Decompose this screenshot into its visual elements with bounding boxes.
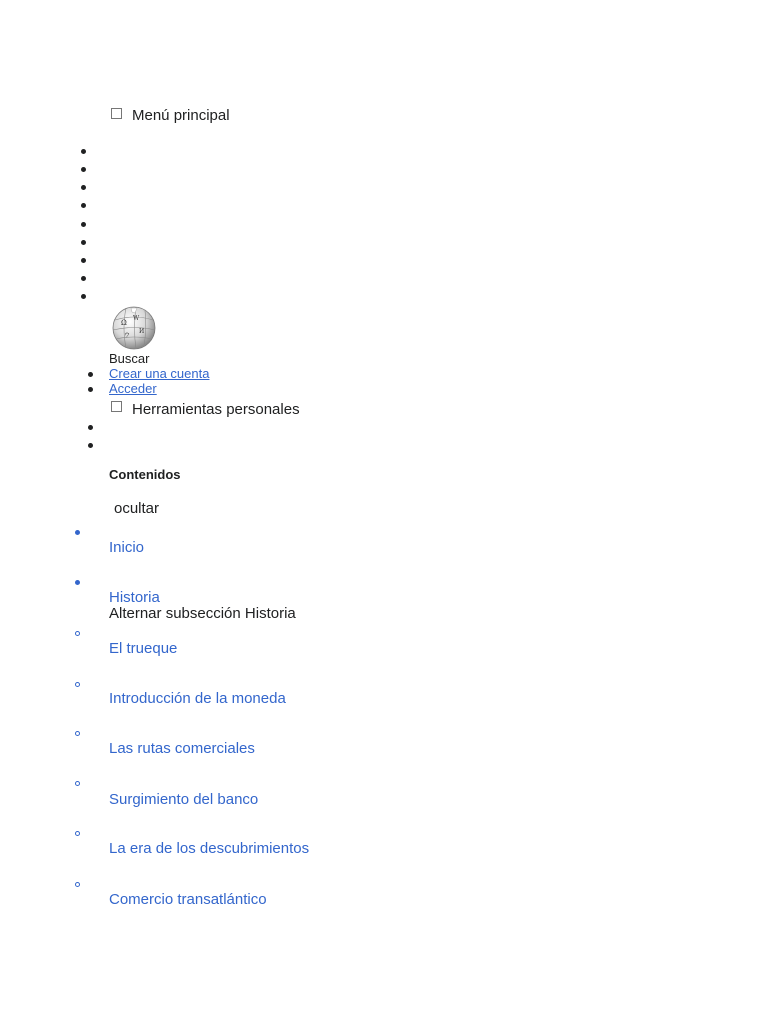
toc-subitem-rutas[interactable]: Las rutas comerciales <box>109 740 255 757</box>
list-bullet <box>88 372 93 377</box>
toc-item-inicio[interactable]: Inicio <box>109 539 145 556</box>
list-bullet <box>81 149 86 154</box>
toc-sub-bullet <box>75 682 80 687</box>
personal-tools-label[interactable]: Herramientas personales <box>132 401 300 418</box>
list-bullet <box>88 425 93 430</box>
list-bullet <box>88 443 93 448</box>
wikipedia-globe-icon[interactable] <box>109 306 159 350</box>
toc-sub-bullet <box>75 831 80 836</box>
list-bullet <box>81 258 86 263</box>
list-bullet <box>81 167 86 172</box>
toc-sub-bullet <box>75 731 80 736</box>
list-bullet <box>81 240 86 245</box>
svg-text:Ω: Ω <box>121 319 127 327</box>
svg-text:ウ: ウ <box>124 332 131 339</box>
toc-subitem-moneda[interactable]: Introducción de la moneda <box>109 690 286 707</box>
login-link[interactable]: Acceder <box>109 381 157 396</box>
list-bullet <box>88 387 93 392</box>
toc-sub-bullet <box>75 882 80 887</box>
toc-subitem-transatlantico[interactable]: Comercio transatlántico <box>109 891 267 908</box>
toc-item-historia[interactable]: Historia <box>109 589 160 606</box>
list-bullet <box>81 203 86 208</box>
svg-text:W: W <box>133 315 140 322</box>
toc-subitem-banco[interactable]: Surgimiento del banco <box>109 791 259 808</box>
toc-bullet <box>75 530 80 535</box>
toc-title: Contenidos <box>109 467 181 482</box>
toc-hide-button[interactable]: ocultar <box>114 500 160 517</box>
list-bullet <box>81 222 86 227</box>
list-bullet <box>81 294 86 299</box>
toc-sub-bullet <box>75 631 80 636</box>
toc-subitem-trueque[interactable]: El trueque <box>109 640 178 657</box>
search-label[interactable]: Buscar <box>109 351 150 366</box>
svg-text:И: И <box>139 328 145 335</box>
list-bullet <box>81 185 86 190</box>
main-menu-checkbox[interactable] <box>111 108 122 119</box>
create-account-link[interactable]: Crear una cuenta <box>109 366 210 381</box>
toc-sub-bullet <box>75 781 80 786</box>
list-bullet <box>81 276 86 281</box>
main-menu-label[interactable]: Menú principal <box>132 107 230 124</box>
personal-tools-checkbox[interactable] <box>111 401 122 412</box>
toc-toggle-historia[interactable]: Alternar subsección Historia <box>109 605 296 622</box>
toc-bullet <box>75 580 80 585</box>
toc-subitem-descubrimientos[interactable]: La era de los descubrimientos <box>109 840 310 857</box>
